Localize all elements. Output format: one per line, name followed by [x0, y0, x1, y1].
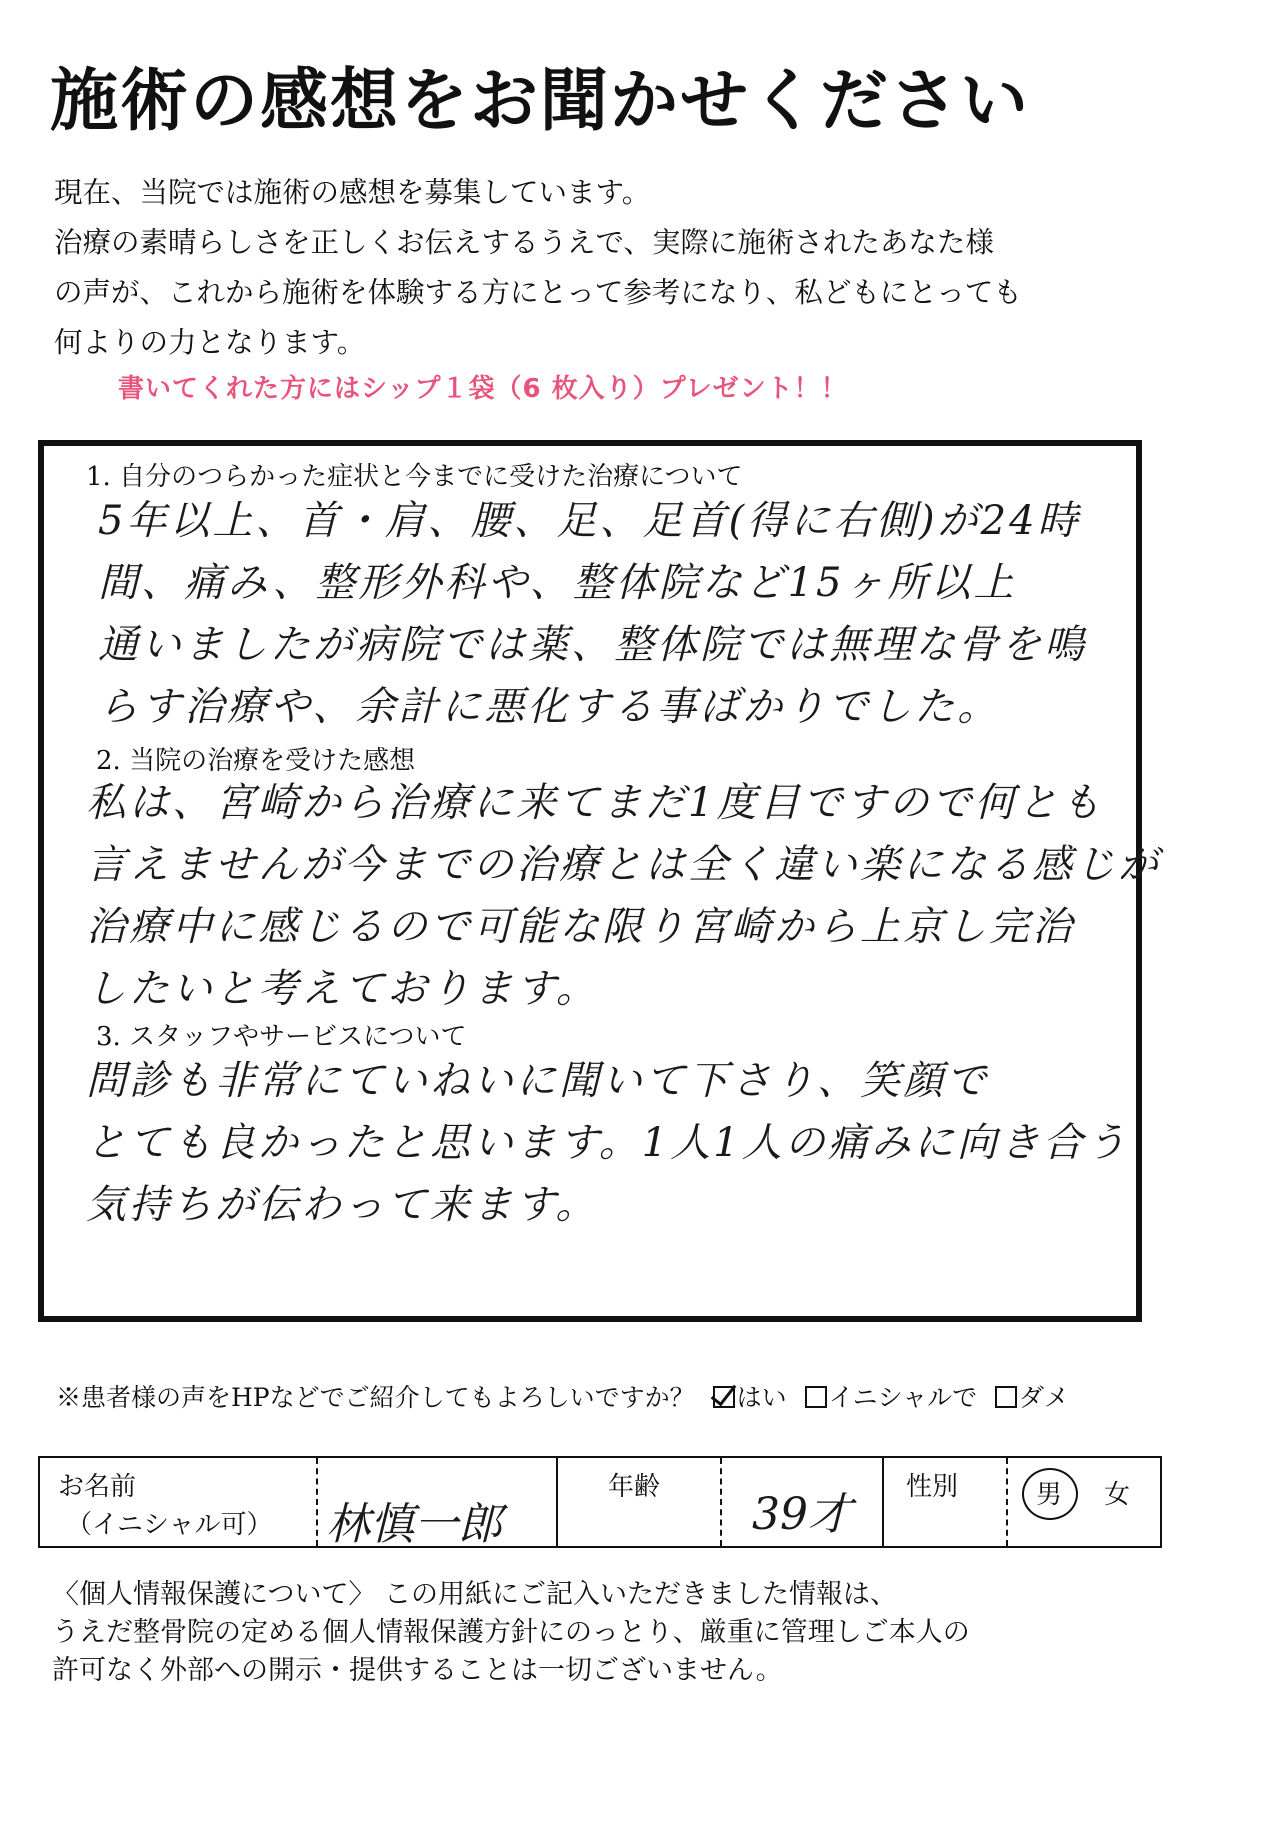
answer-line: 私は、宮崎から治療に来てまだ1度目ですので何とも	[86, 780, 1104, 826]
gender-male-option[interactable]: 男	[1036, 1480, 1063, 1510]
privacy-notice	[52, 1576, 970, 1690]
privacy-line: うえだ整骨院の定める個人情報保護方針にのっとり、厳重に管理しご本人の	[52, 1617, 970, 1648]
consent-initial-checkbox[interactable]	[805, 1386, 827, 1408]
answer-line: 言えませんが今までの治療とは全く違い楽になる感じが	[86, 842, 1161, 888]
table-divider	[1006, 1458, 1008, 1546]
table-divider	[720, 1458, 722, 1546]
table-divider	[556, 1458, 558, 1546]
privacy-line: 〈個人情報保護について〉 この用紙にご記入いただきました情報は、	[52, 1579, 898, 1610]
answer-line: とても良かったと思います。1人1人の痛みに向き合う	[86, 1120, 1129, 1166]
name-label: お名前	[58, 1472, 137, 1502]
intro-line: 現在、当院では施術の感想を募集しています。	[54, 176, 651, 209]
consent-yes-checkbox[interactable]	[713, 1386, 735, 1408]
age-value[interactable]: 39才	[752, 1489, 852, 1540]
answer-line: したいと考えております。	[86, 966, 599, 1012]
question-1-label: 1. 自分のつらかった症状と今までに受けた治療について	[86, 462, 743, 492]
intro-line: 治療の素晴らしさを正しくお伝えするうえで、実際に施術されたあなた様	[54, 226, 994, 259]
answer-1	[98, 490, 1087, 738]
privacy-line: 許可なく外部への開示・提供することは一切ございません。	[52, 1655, 783, 1686]
answer-3	[86, 1050, 1129, 1236]
answer-line: 5年以上、首・肩、腰、足、足首(得に右側)が24時	[98, 498, 1081, 544]
gender-female-option[interactable]: 女	[1104, 1480, 1131, 1510]
age-label: 年齢	[608, 1472, 661, 1502]
consent-yes-label: はい	[736, 1383, 787, 1412]
intro-text	[54, 168, 1022, 368]
intro-line: 何よりの力となります。	[54, 326, 366, 359]
question-2-label: 2. 当院の治療を受けた感想	[96, 746, 416, 776]
answer-line: 気持ちが伝わって来ます。	[86, 1182, 599, 1228]
answer-line: 通いましたが病院では薬、整体院では無理な骨を鳴	[98, 622, 1087, 668]
answer-line: らす治療や、余計に悪化する事ばかりでした。	[98, 684, 1001, 730]
consent-question: ※患者様の声をHPなどでご紹介してもよろしいですか？	[56, 1383, 695, 1412]
question-3-label: 3. スタッフやサービスについて	[96, 1022, 467, 1052]
name-label-initial: （イニシャル可）	[66, 1510, 273, 1540]
consent-no-label: ダメ	[1019, 1383, 1070, 1412]
gender-label: 性別	[906, 1472, 959, 1502]
answer-line: 治療中に感じるので可能な限り宮崎から上京し完治	[86, 904, 1075, 950]
page-title: 施術の感想をお聞かせください	[50, 62, 1031, 141]
table-divider	[882, 1458, 884, 1546]
answer-line: 問診も非常にていねいに聞いて下さり、笑顔で	[86, 1058, 989, 1104]
answer-line: 間、痛み、整形外科や、整体院など15ヶ所以上	[98, 560, 1017, 606]
present-notice: 書いてくれた方にはシップ１袋（6 枚入り）プレゼント！！	[118, 374, 848, 404]
intro-line: の声が、これから施術を体験する方にとって参考になり、私どもにとっても	[54, 276, 1022, 309]
consent-no-checkbox[interactable]	[995, 1386, 1017, 1408]
table-divider	[316, 1458, 318, 1546]
consent-row	[56, 1378, 1069, 1414]
answer-2	[86, 772, 1161, 1020]
consent-initial-label: イニシャルで	[828, 1383, 978, 1412]
name-value[interactable]: 林慎一郎	[326, 1499, 502, 1550]
